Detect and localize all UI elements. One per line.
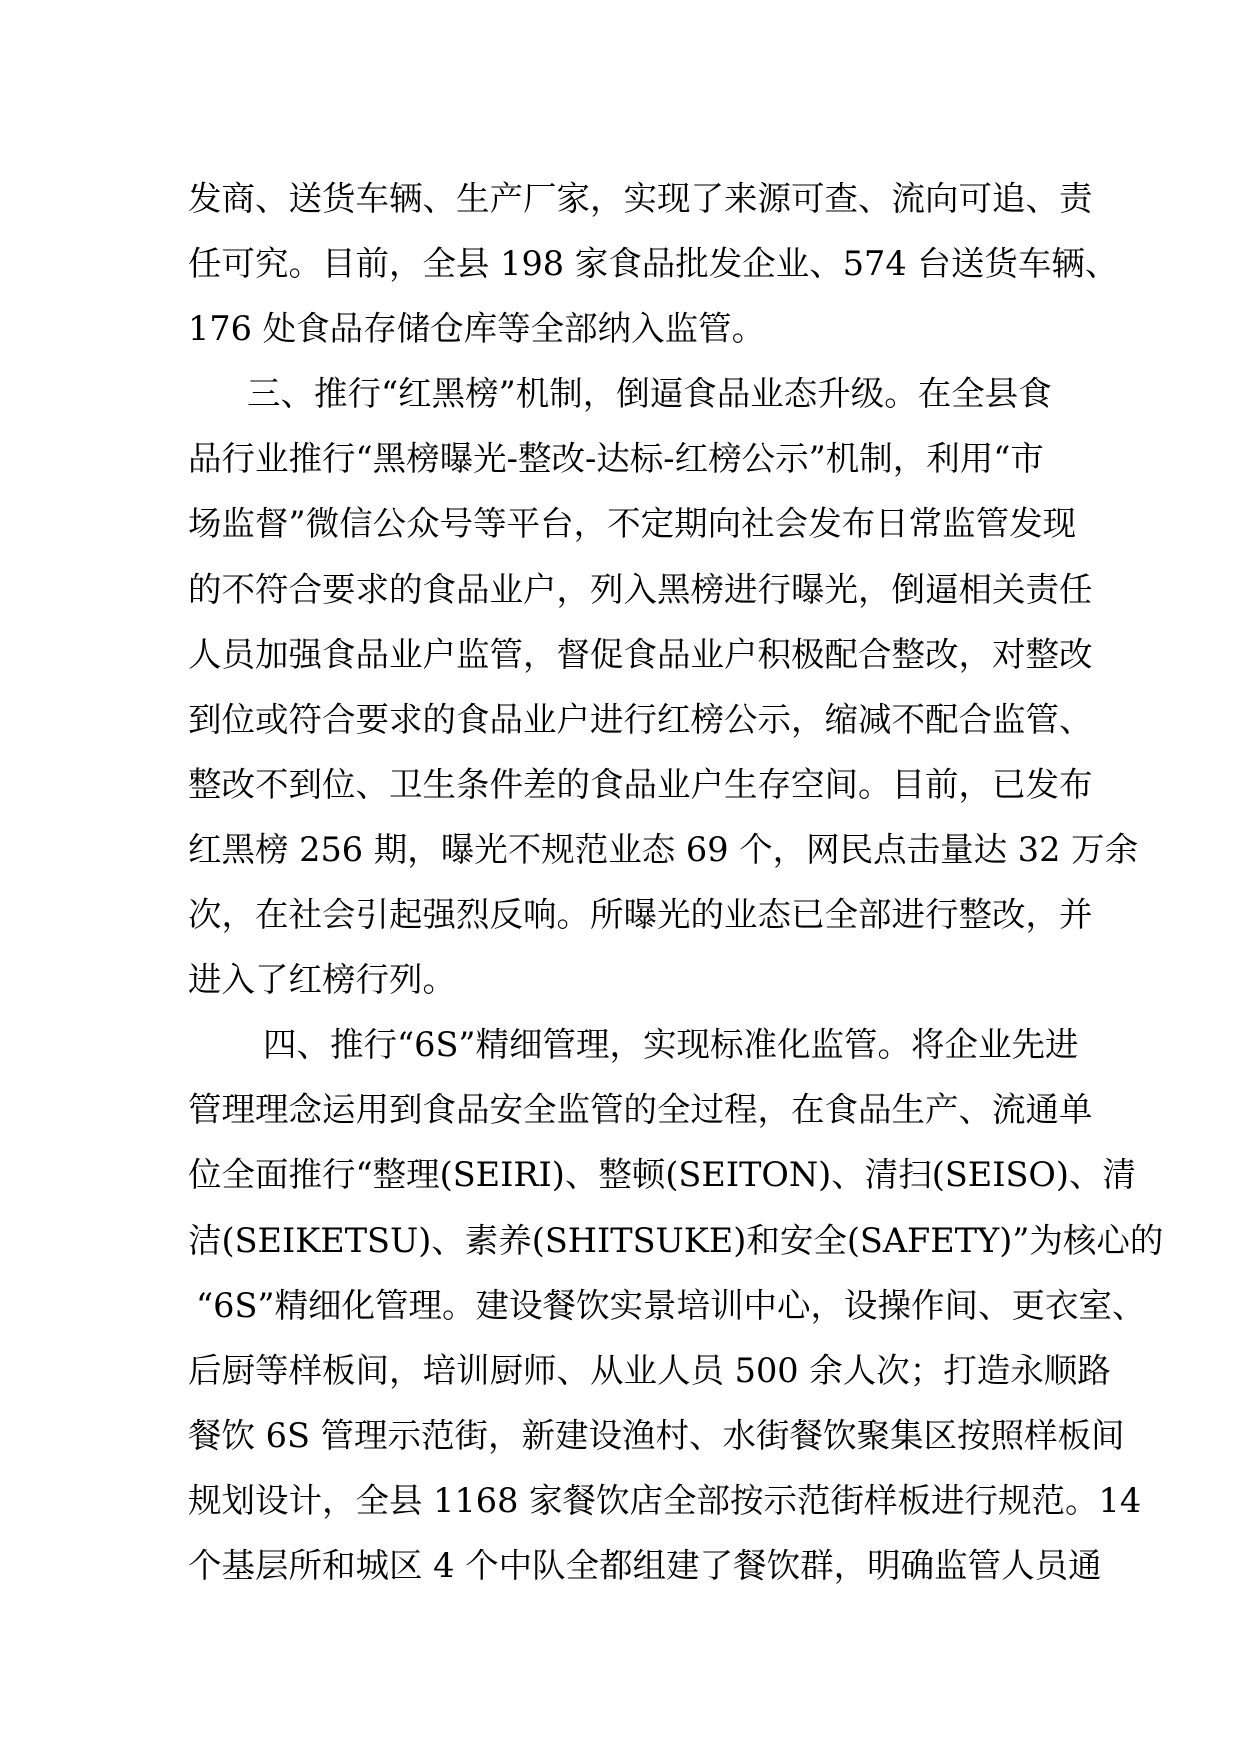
- text-line: 任可究。目前，全县 198 家食品批发企业、574 台送货车辆、: [188, 244, 1119, 284]
- body-text: [188, 166, 1164, 1598]
- text-line: “6S”精细化管理。建设餐饮实景培训中心，设操作间、更衣室、: [196, 1285, 1146, 1325]
- text-line: 次，在社会引起强烈反响。所曝光的业态已全部进行整改，并: [188, 895, 1093, 935]
- text-line: 整改不到位、卫生条件差的食品业户生存空间。目前，已发布: [188, 764, 1093, 804]
- text-line: 场监督”微信公众号等平台，不定期向社会发布日常监管发现: [188, 504, 1077, 544]
- text-line: 规划设计，全县 1168 家餐饮店全部按示范街样板进行规范。14: [188, 1480, 1142, 1520]
- text-line: 洁(SEIKETSU)、素养(SHITSUKE)和安全(SAFETY)”为核心的: [188, 1220, 1164, 1260]
- text-line: 到位或符合要求的食品业户进行红榜公示，缩减不配合监管、: [188, 699, 1093, 739]
- text-line: 后厨等样板间，培训厨师、从业人员 500 余人次；打造永顺路: [188, 1350, 1111, 1390]
- text-line: 进入了红榜行列。: [188, 960, 456, 1000]
- text-line: 的不符合要求的食品业户，列入黑榜进行曝光，倒逼相关责任: [188, 569, 1093, 609]
- text-line: 位全面推行“整理(SEIRI)、整顿(SEITON)、清扫(SEISO)、清: [188, 1155, 1136, 1195]
- text-line: 餐饮 6S 管理示范街，新建设渔村、水街餐饮聚集区按照样板间: [188, 1415, 1125, 1455]
- text-line: 红黑榜 256 期，曝光不规范业态 69 个，网民点击量达 32 万余: [188, 829, 1139, 869]
- section-heading-line: 三、推行“红黑榜”机制，倒逼食品业态升级。在全县食: [247, 374, 1052, 414]
- text-line: 176 处食品存储仓库等全部纳入监管。: [188, 309, 766, 349]
- text-line: 管理理念运用到食品安全监管的全过程，在食品生产、流通单: [188, 1090, 1093, 1130]
- section-heading-line: 四、推行“6S”精细管理，实现标准化监管。将企业先进: [263, 1025, 1079, 1065]
- text-line: 个基层所和城区 4 个中队全都组建了餐饮群，明确监管人员通: [188, 1545, 1102, 1585]
- text-line: 品行业推行“黑榜曝光-整改-达标-红榜公示”机制，利用“市: [188, 439, 1044, 479]
- text-line: 人员加强食品业户监管，督促食品业户积极配合整改，对整改: [188, 634, 1093, 674]
- text-line: 发商、送货车辆、生产厂家，实现了来源可查、流向可追、责: [188, 179, 1093, 218]
